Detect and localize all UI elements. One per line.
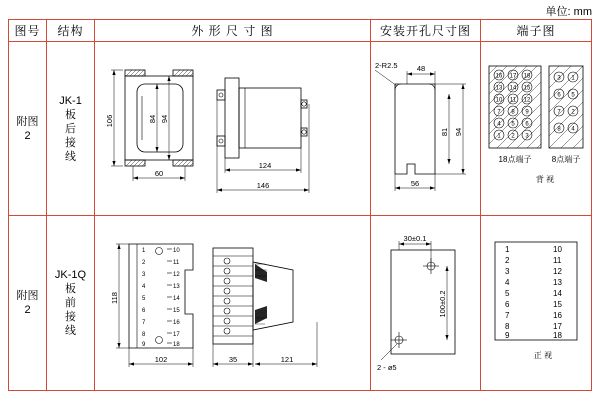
svg-text:6: 6 bbox=[525, 121, 529, 127]
table-row bbox=[9, 216, 591, 390]
dim-121: 121 bbox=[280, 355, 293, 364]
cell-outline-2 bbox=[95, 216, 371, 390]
unit-note: 单位: mm bbox=[545, 6, 592, 18]
svg-text:5: 5 bbox=[571, 92, 575, 98]
svg-text:8: 8 bbox=[557, 126, 561, 132]
svg-text:11: 11 bbox=[509, 97, 517, 103]
dim-81: 81 bbox=[439, 127, 449, 136]
header-label-outline: 外 形 尺 寸 图 bbox=[191, 24, 274, 38]
fig-no-line2: 2 bbox=[24, 129, 31, 142]
cell-terminal-2 bbox=[481, 216, 591, 390]
svg-text:9: 9 bbox=[505, 331, 510, 340]
svg-text:13: 13 bbox=[553, 278, 562, 287]
svg-text:16: 16 bbox=[495, 73, 503, 79]
svg-text:5: 5 bbox=[505, 289, 510, 298]
dim-102: 102 bbox=[154, 355, 167, 364]
svg-text:14: 14 bbox=[553, 289, 562, 298]
svg-text:11: 11 bbox=[172, 260, 179, 266]
terminal-view-label-row1: 背 视 bbox=[535, 174, 555, 184]
svg-text:17: 17 bbox=[172, 332, 180, 338]
svg-text:18: 18 bbox=[172, 342, 180, 348]
header-cell-panel-cutout bbox=[371, 20, 481, 41]
dim-2-d5: 2 - ø5 bbox=[376, 363, 397, 372]
svg-text:1: 1 bbox=[505, 245, 510, 254]
cell-fig-no-1 bbox=[9, 42, 47, 215]
structure-line-1: JK-1Q bbox=[54, 269, 87, 281]
dim-94: 94 bbox=[159, 114, 169, 123]
dim-r25: 2-R2.5 bbox=[374, 60, 398, 70]
svg-text:1: 1 bbox=[497, 133, 501, 139]
svg-text:2: 2 bbox=[511, 133, 515, 139]
svg-text:14: 14 bbox=[172, 296, 180, 302]
svg-text:2: 2 bbox=[571, 109, 575, 115]
svg-text:15: 15 bbox=[172, 308, 180, 314]
svg-text:14: 14 bbox=[509, 85, 517, 91]
outline-drawing-row2 bbox=[97, 218, 369, 388]
svg-text:10: 10 bbox=[495, 97, 503, 103]
dim-100: 100±0.2 bbox=[437, 290, 447, 318]
svg-text:6: 6 bbox=[557, 92, 561, 98]
header-label-fig-no: 图号 bbox=[14, 24, 41, 38]
svg-text:4: 4 bbox=[497, 121, 501, 127]
svg-text:16: 16 bbox=[172, 320, 180, 326]
structure-line-2: 板 bbox=[65, 108, 76, 121]
svg-text:12: 12 bbox=[553, 267, 562, 276]
svg-text:8: 8 bbox=[505, 322, 510, 331]
svg-text:9: 9 bbox=[525, 109, 529, 115]
spec-table bbox=[8, 19, 592, 391]
svg-text:5: 5 bbox=[511, 121, 515, 127]
terminal-drawing-row2 bbox=[483, 218, 589, 388]
cell-fig-no-2 bbox=[9, 216, 47, 390]
svg-text:12: 12 bbox=[523, 97, 531, 103]
svg-text:13: 13 bbox=[495, 85, 503, 91]
dim-35: 35 bbox=[228, 355, 237, 364]
svg-text:3: 3 bbox=[141, 272, 145, 278]
header-label-structure: 结构 bbox=[57, 24, 84, 38]
terminal-drawing-row1 bbox=[483, 44, 589, 214]
structure-line-5: 线 bbox=[65, 150, 76, 163]
dim-84: 84 bbox=[147, 114, 157, 123]
svg-text:7: 7 bbox=[497, 109, 501, 115]
cell-structure-2 bbox=[47, 216, 95, 390]
svg-text:18: 18 bbox=[553, 331, 562, 340]
structure-line-1: JK-1 bbox=[59, 94, 82, 107]
outline-drawing-row1 bbox=[97, 44, 369, 214]
svg-text:7: 7 bbox=[141, 320, 145, 326]
dim-94-cutout: 94 bbox=[453, 127, 463, 136]
svg-text:8: 8 bbox=[511, 109, 515, 115]
fig-no-line2: 2 bbox=[24, 304, 31, 316]
cell-terminal-1 bbox=[481, 42, 591, 215]
cutout-drawing-row1 bbox=[373, 44, 479, 214]
structure-line-4: 接 bbox=[65, 136, 76, 149]
svg-text:10: 10 bbox=[172, 248, 180, 254]
structure-line-2: 板 bbox=[65, 283, 76, 295]
structure-line-3: 后 bbox=[65, 122, 76, 135]
header-cell-terminal bbox=[481, 20, 591, 41]
table-header-row bbox=[9, 20, 591, 42]
terminal-label-18: 18点端子 bbox=[498, 154, 532, 164]
dim-60: 60 bbox=[154, 168, 163, 178]
svg-text:8: 8 bbox=[141, 332, 145, 338]
header-label-panel-cutout: 安装开孔尺寸图 bbox=[379, 24, 471, 38]
svg-text:17: 17 bbox=[553, 322, 562, 331]
header-cell-outline bbox=[95, 20, 371, 41]
cutout-drawing-row2 bbox=[373, 218, 479, 388]
header-cell-structure bbox=[47, 20, 95, 41]
svg-text:5: 5 bbox=[141, 296, 145, 302]
svg-text:10: 10 bbox=[553, 245, 562, 254]
cell-outline-1 bbox=[95, 42, 371, 215]
terminal-label-8: 8点端子 bbox=[551, 154, 581, 164]
svg-text:2: 2 bbox=[141, 260, 145, 266]
cell-cutout-2 bbox=[371, 216, 481, 390]
svg-text:17: 17 bbox=[509, 73, 517, 79]
svg-text:4: 4 bbox=[571, 126, 575, 132]
svg-text:3: 3 bbox=[557, 75, 561, 81]
svg-text:15: 15 bbox=[523, 85, 531, 91]
left-num-1: 1 bbox=[141, 248, 145, 254]
dim-146: 146 bbox=[256, 180, 269, 190]
structure-line-5: 线 bbox=[65, 325, 76, 337]
cell-structure-1 bbox=[47, 42, 95, 215]
svg-text:11: 11 bbox=[553, 256, 562, 265]
dim-48: 48 bbox=[416, 63, 425, 73]
svg-text:3: 3 bbox=[505, 267, 510, 276]
cell-cutout-1 bbox=[371, 42, 481, 215]
svg-text:7: 7 bbox=[505, 311, 510, 320]
svg-text:6: 6 bbox=[141, 308, 145, 314]
dim-106: 106 bbox=[104, 114, 114, 127]
svg-text:18: 18 bbox=[523, 73, 531, 79]
svg-text:7: 7 bbox=[557, 109, 561, 115]
svg-text:4: 4 bbox=[141, 284, 145, 290]
svg-text:2: 2 bbox=[505, 256, 510, 265]
header-label-terminal: 端子图 bbox=[516, 24, 556, 38]
dim-124: 124 bbox=[258, 160, 271, 170]
dim-30: 30±0.1 bbox=[403, 234, 426, 243]
fig-no-line1: 附图 bbox=[16, 290, 39, 302]
table-row bbox=[9, 42, 591, 216]
header-cell-fig-no bbox=[9, 20, 47, 41]
dim-56: 56 bbox=[410, 178, 419, 188]
svg-text:6: 6 bbox=[505, 300, 510, 309]
svg-text:12: 12 bbox=[172, 272, 180, 278]
svg-text:9: 9 bbox=[141, 342, 145, 348]
structure-line-4: 接 bbox=[65, 311, 76, 323]
svg-text:15: 15 bbox=[553, 300, 562, 309]
svg-text:4: 4 bbox=[505, 278, 510, 287]
svg-text:3: 3 bbox=[525, 133, 529, 139]
structure-line-3: 前 bbox=[65, 297, 76, 309]
svg-text:13: 13 bbox=[172, 284, 180, 290]
svg-text:1: 1 bbox=[571, 75, 575, 81]
svg-text:16: 16 bbox=[553, 311, 562, 320]
terminal-view-label-row2: 正 视 bbox=[533, 351, 553, 360]
dim-118: 118 bbox=[109, 292, 119, 304]
fig-no-line1: 附图 bbox=[16, 115, 39, 128]
